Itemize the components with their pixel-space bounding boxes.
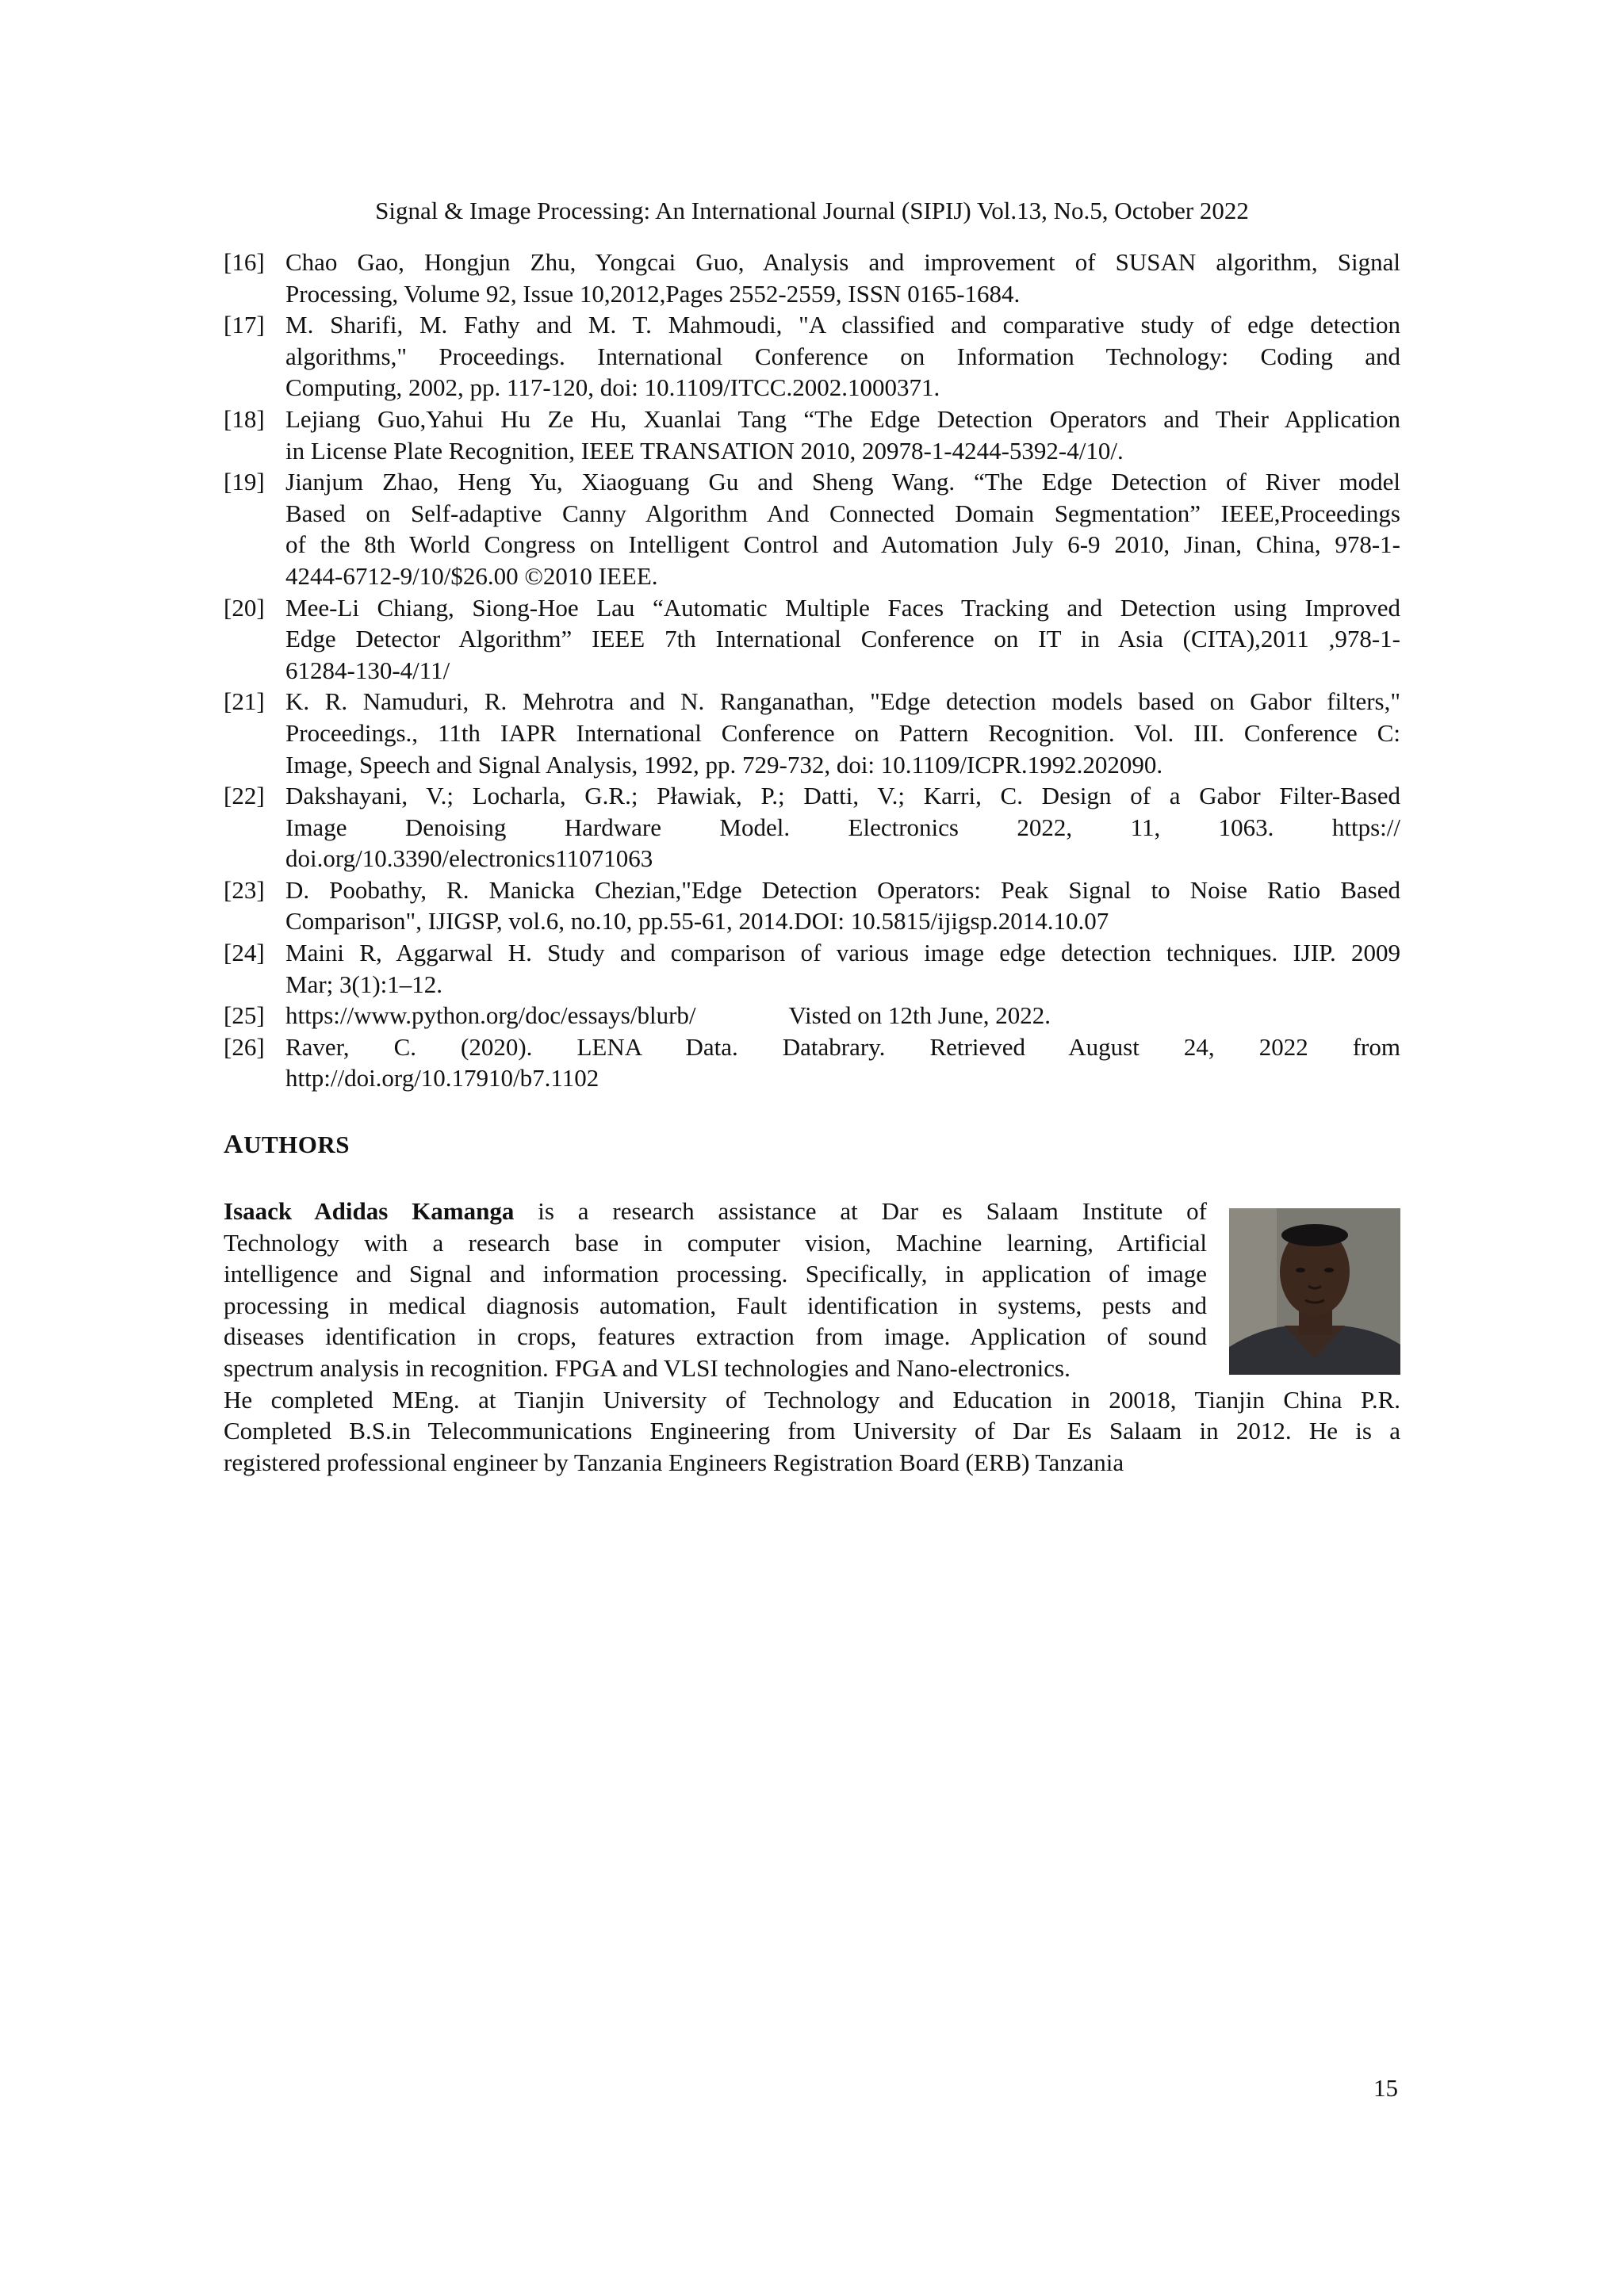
- reference-line: algorithms," Proceedings. International Conference on Information Technology: Coding and: [285, 342, 1400, 370]
- reference-line: Processing, Volume 92, Issue 10,2012,Pages 2552-2559, ISSN 0165-1684.: [285, 279, 1021, 308]
- reference-item: [224, 1031, 1400, 1094]
- page-number: 15: [1373, 2074, 1398, 2102]
- reference-line: doi.org/10.3390/electronics11071063: [285, 844, 653, 873]
- reference-line: Proceedings., 11th IAPR International Conference on Pattern Recognition. Vol. III. Conference C:: [285, 718, 1400, 747]
- reference-line: Mar; 3(1):1–12.: [285, 970, 443, 998]
- reference-number: [22]: [224, 782, 265, 810]
- bio-line: Completed B.S.in Telecommunications Engineering from University of Dar Es Salaam in 2012. He is a: [224, 1417, 1400, 1445]
- reference-line: in License Plate Recognition, IEEE TRANSATION 2010, 20978-1-4244-5392-4/10/.: [285, 436, 1124, 465]
- running-header: Signal & Image Processing: An International Journal (SIPIJ) Vol.13, No.5, October 2022: [375, 197, 1249, 224]
- reference-line: Chao Gao, Hongjun Zhu, Yongcai Guo, Analysis and improvement of SUSAN algorithm, Signal: [285, 248, 1400, 276]
- bio-line: spectrum analysis in recognition. FPGA and VLSI technologies and Nano-electronics.: [224, 1353, 1071, 1382]
- authors-heading: AUTHORS: [224, 1130, 350, 1159]
- reference-line: Mee-Li Chiang, Siong-Hoe Lau “Automatic Multiple Faces Tracking and Detection using Improved: [285, 593, 1400, 622]
- reference-number: [23]: [224, 875, 265, 904]
- reference-line: K. R. Namuduri, R. Mehrotra and N. Ranganathan, "Edge detection models based on Gabor filters,": [285, 687, 1400, 716]
- reference-number: [16]: [224, 248, 265, 276]
- reference-line: Image, Speech and Signal Analysis, 1992, pp. 729-732, doi: 10.1109/ICPR.1992.202090.: [285, 750, 1163, 779]
- reference-number: [17]: [224, 311, 265, 339]
- reference-number: [19]: [224, 468, 265, 496]
- reference-line: Computing, 2002, pp. 117-120, doi: 10.1109/ITCC.2002.1000371.: [285, 373, 940, 402]
- reference-item: [224, 466, 1400, 591]
- reference-item: [224, 1000, 1400, 1031]
- bio-line: intelligence and Signal and information processing. Specifically, in application of image: [224, 1260, 1207, 1288]
- reference-line: Dakshayani, V.; Locharla, G.R.; Pławiak, P.; Datti, V.; Karri, C. Design of a Gabor Filter-Based: [285, 782, 1400, 810]
- reference-line: Jianjum Zhao, Heng Yu, Xiaoguang Gu and Sheng Wang. “The Edge Detection of River model: [285, 468, 1400, 496]
- reference-line: Edge Detector Algorithm” IEEE 7th International Conference on IT in Asia (CITA),2011 ,978-1-: [285, 625, 1400, 653]
- reference-list: [224, 247, 1400, 1094]
- reference-item: [224, 404, 1400, 466]
- reference-line: Raver, C. (2020). LENA Data. Databrary. Retrieved August 24, 2022 from: [285, 1032, 1400, 1061]
- reference-line: of the 8th World Congress on Intelligent Control and Automation July 6-9 2010, Jinan, China, 978-1-: [285, 530, 1400, 559]
- reference-line: D. Poobathy, R. Manicka Chezian,"Edge Detection Operators: Peak Signal to Noise Ratio Based: [285, 875, 1400, 904]
- reference-line: Based on Self-adaptive Canny Algorithm And Connected Domain Segmentation” IEEE,Proceedings: [285, 499, 1400, 527]
- bio-line: He completed MEng. at Tianjin University of Technology and Education in 20018, Tianjin China P.R.: [224, 1385, 1400, 1414]
- reference-number: [18]: [224, 404, 265, 433]
- reference-item: [224, 686, 1400, 780]
- reference-visited-date: Visted on 12th June, 2022.: [788, 1001, 1051, 1030]
- reference-item: [224, 937, 1400, 1000]
- reference-line: 4244-6712-9/10/$26.00 ©2010 IEEE.: [285, 561, 658, 590]
- reference-item: [224, 309, 1400, 404]
- reference-item: [224, 874, 1400, 937]
- reference-line: http://doi.org/10.17910/b7.1102: [285, 1064, 599, 1093]
- reference-line: Lejiang Guo,Yahui Hu Ze Hu, Xuanlai Tang “The Edge Detection Operators and Their Application: [285, 404, 1400, 433]
- bio-line: Technology with a research base in computer vision, Machine learning, Artificial: [224, 1228, 1207, 1257]
- bio-line: registered professional engineer by Tanzania Engineers Registration Board (ERB) Tanzania: [224, 1448, 1124, 1476]
- reference-item: [224, 592, 1400, 687]
- author-photo: [1229, 1208, 1400, 1375]
- reference-line: Maini R, Aggarwal H. Study and comparison of various image edge detection techniques. IJIP. 2009: [285, 939, 1400, 967]
- reference-line: Comparison", IJIGSP, vol.6, no.10, pp.55-61, 2014.DOI: 10.5815/ijigsp.2014.10.07: [285, 907, 1109, 936]
- reference-item: [224, 247, 1400, 309]
- author-portrait-icon: [1229, 1208, 1400, 1375]
- reference-url[interactable]: https://www.python.org/doc/essays/blurb/: [285, 1001, 696, 1030]
- reference-line: M. Sharifi, M. Fathy and M. T. Mahmoudi, "A classified and comparative study of edge detection: [285, 311, 1400, 339]
- bio-line: diseases identification in crops, features extraction from image. Application of sound: [224, 1322, 1207, 1351]
- reference-item: [224, 780, 1400, 874]
- bio-line: processing in medical diagnosis automation, Fault identification in systems, pests and: [224, 1291, 1207, 1319]
- author-name: Isaack Adidas Kamanga: [224, 1197, 515, 1225]
- author-bio: [224, 1196, 1400, 1478]
- reference-number: [21]: [224, 687, 265, 716]
- reference-number: [26]: [224, 1032, 265, 1061]
- author-bio-text: Isaack Adidas Kamanga is a research assistance at Dar es Salaam Institute of Technology with a research base in computer vision, Machine learning, Artificial intelligence and Signal and information processing. Specifically, in application of image processing in medical diagnosis automation, Fault identification in systems, pests and diseases identification in crops, features extraction from image. Application of sound spectrum analysis in recognition. FPGA and VLSI technologies and Nano-electronics.: [224, 1196, 1207, 1384]
- reference-number: [20]: [224, 593, 265, 622]
- reference-number: [25]: [224, 1001, 265, 1030]
- reference-line: Image Denoising Hardware Model. Electronics 2022, 11, 1063. https://: [285, 813, 1400, 841]
- reference-line: 61284-130-4/11/: [285, 656, 450, 684]
- reference-number: [24]: [224, 939, 265, 967]
